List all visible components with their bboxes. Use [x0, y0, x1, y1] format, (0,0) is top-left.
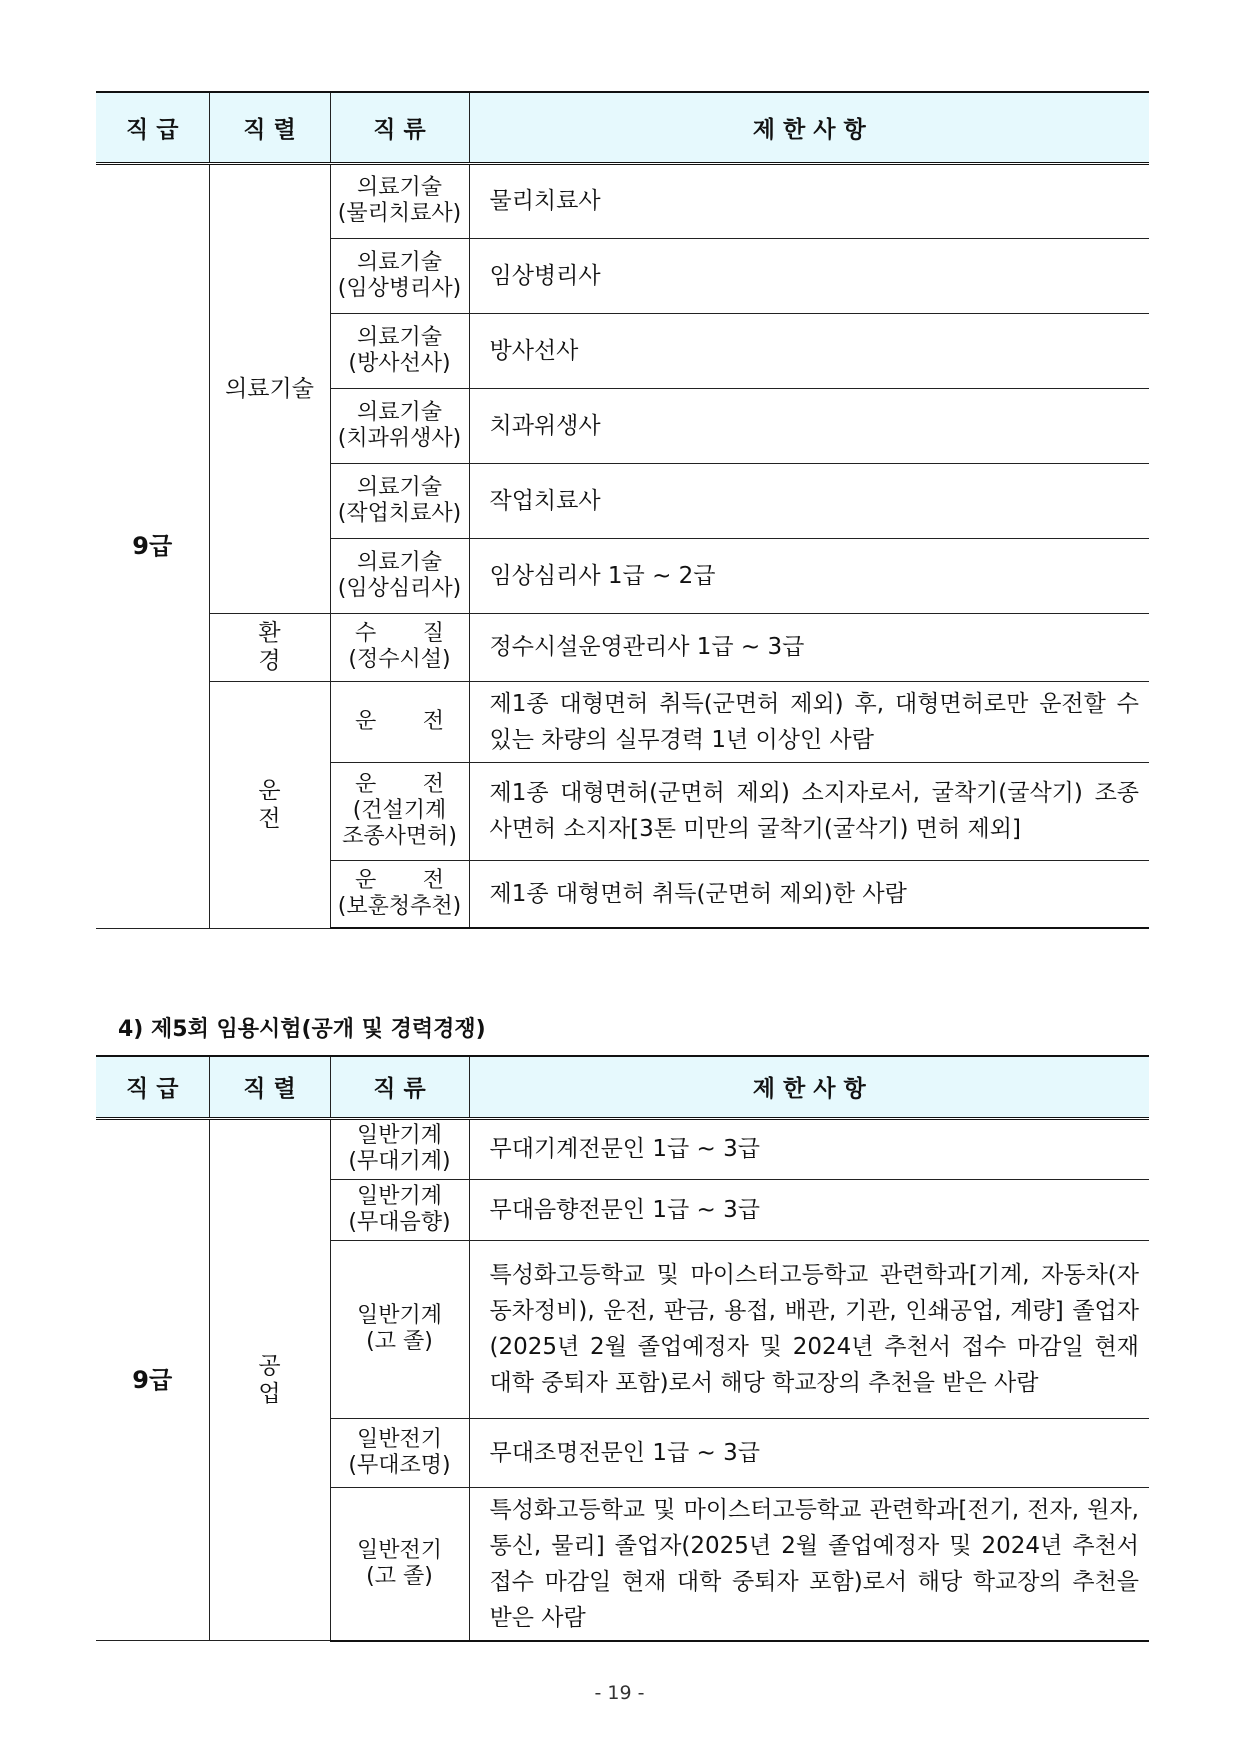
- section-title: 4) 제5회 임용시험(공개 및 경력경쟁): [118, 1017, 486, 1042]
- page-number: - 19 -: [594, 1682, 645, 1704]
- kind-line: (고 졸): [366, 1563, 433, 1589]
- kind-cell: [330, 538, 469, 613]
- kind-line: 일반기계: [356, 1303, 442, 1328]
- kind-line: 일반기계: [356, 1123, 442, 1148]
- table-header-row: [96, 92, 1149, 163]
- kind-cell: [330, 1179, 469, 1240]
- table-row: [96, 163, 1149, 238]
- restriction-cell: 무대음향전문인 1급 ~ 3급: [469, 1179, 1149, 1240]
- restriction-cell: 무대조명전문인 1급 ~ 3급: [469, 1418, 1149, 1487]
- restriction-table-1: [96, 91, 1149, 929]
- kind-line: (작업치료사): [337, 500, 462, 526]
- restriction-cell: 임상병리사: [469, 238, 1149, 313]
- restriction-cell: 정수시설운영관리사 1급 ~ 3급: [469, 613, 1149, 681]
- kind-line: 일반기계: [356, 1183, 442, 1209]
- kind-line: (고 졸): [366, 1329, 433, 1354]
- grade-cell: 9급: [96, 1118, 209, 1641]
- kind-cell: [330, 860, 469, 928]
- kind-line: 의료기술: [356, 549, 442, 575]
- restriction-cell: 제1종 대형면허 취득(군면허 제외)한 사람: [469, 860, 1149, 928]
- restriction-table-2: [96, 1055, 1149, 1642]
- kind-line: 운 전: [354, 867, 464, 893]
- series-cell: 공 업: [209, 1118, 330, 1641]
- header-grade: 직 급: [96, 1056, 209, 1118]
- header-series: 직 렬: [209, 92, 330, 163]
- kind-line: (임상병리사): [337, 275, 462, 301]
- table-header-row: [96, 1056, 1149, 1118]
- kind-cell: [330, 313, 469, 388]
- restriction-cell: 작업치료사: [469, 463, 1149, 538]
- kind-cell: [330, 762, 469, 860]
- kind-cell: [330, 613, 469, 681]
- table-row: [96, 613, 1149, 681]
- restriction-cell: 치과위생사: [469, 388, 1149, 463]
- series-cell: 의료기술: [209, 163, 330, 613]
- kind-cell: [330, 1487, 469, 1641]
- kind-line: (물리치료사): [337, 201, 462, 226]
- kind-line: 운 전: [354, 708, 464, 734]
- restriction-cell: 방사선사: [469, 313, 1149, 388]
- kind-line: 조종사면허): [342, 824, 457, 849]
- kind-cell: [330, 1240, 469, 1418]
- restriction-cell: 특성화고등학교 및 마이스터고등학교 관련학과[전기, 전자, 원자, 통신, 물리] 졸업자(2025년 2월 졸업예정자 및 2024년 추천서 접수 마감일 현재 대학 중퇴자 포함)로서 해당 학교장의 추천을 받은 사람: [469, 1487, 1149, 1641]
- kind-cell: [330, 1418, 469, 1487]
- header-kind: 직 류: [330, 92, 469, 163]
- header-kind: 직 류: [330, 1056, 469, 1118]
- restriction-cell: 제1종 대형면허(군면허 제외) 소지자로서, 굴착기(굴삭기) 조종사면허 소지자[3톤 미만의 굴착기(굴삭기) 면허 제외]: [469, 762, 1149, 860]
- kind-line: (무대기계): [348, 1149, 451, 1174]
- kind-line: (무대조명): [348, 1452, 451, 1478]
- kind-line: 수 질: [354, 621, 464, 646]
- kind-line: 일반전기: [356, 1537, 442, 1563]
- kind-cell: [330, 388, 469, 463]
- header-grade: 직 급: [96, 92, 209, 163]
- table-row: [96, 1118, 1149, 1179]
- kind-line: (치과위생사): [337, 425, 462, 451]
- kind-line: 의료기술: [356, 249, 442, 275]
- header-restriction: 제 한 사 항: [469, 1056, 1149, 1118]
- kind-line: 의료기술: [356, 175, 442, 200]
- restriction-cell: 임상심리사 1급 ~ 2급: [469, 538, 1149, 613]
- kind-cell: [330, 463, 469, 538]
- kind-cell: [330, 681, 469, 762]
- kind-cell: [330, 1118, 469, 1179]
- kind-cell: [330, 238, 469, 313]
- header-series: 직 렬: [209, 1056, 330, 1118]
- kind-line: (방사선사): [348, 350, 451, 376]
- kind-line: 운 전: [354, 772, 464, 797]
- kind-line: (정수시설): [348, 647, 451, 672]
- series-cell: 환 경: [209, 613, 330, 681]
- kind-cell: [330, 163, 469, 238]
- table-row: [96, 681, 1149, 762]
- series-cell: 운 전: [209, 681, 330, 928]
- restriction-cell: 제1종 대형면허 취득(군면허 제외) 후, 대형면허로만 운전할 수 있는 차량의 실무경력 1년 이상인 사람: [469, 681, 1149, 762]
- kind-line: (보훈청추천): [337, 893, 462, 919]
- kind-line: (무대음향): [348, 1209, 451, 1235]
- restriction-cell: 무대기계전문인 1급 ~ 3급: [469, 1118, 1149, 1179]
- kind-line: 의료기술: [356, 474, 442, 500]
- kind-line: (임상심리사): [337, 575, 462, 601]
- kind-line: (건설기계: [352, 798, 447, 823]
- kind-line: 일반전기: [356, 1426, 442, 1452]
- header-restriction: 제 한 사 항: [469, 92, 1149, 163]
- restriction-cell: 물리치료사: [469, 163, 1149, 238]
- grade-cell: 9급: [96, 163, 209, 928]
- restriction-cell: 특성화고등학교 및 마이스터고등학교 관련학과[기계, 자동차(자동차정비), 운전, 판금, 용접, 배관, 기관, 인쇄공업, 계량] 졸업자(2025년 2월 졸업예정자 및 2024년 추천서 접수 마감일 현재 대학 중퇴자 포함)로서 해당 학교장의 추천을 받은 사람: [469, 1240, 1149, 1418]
- kind-line: 의료기술: [356, 399, 442, 425]
- kind-line: 의료기술: [356, 324, 442, 350]
